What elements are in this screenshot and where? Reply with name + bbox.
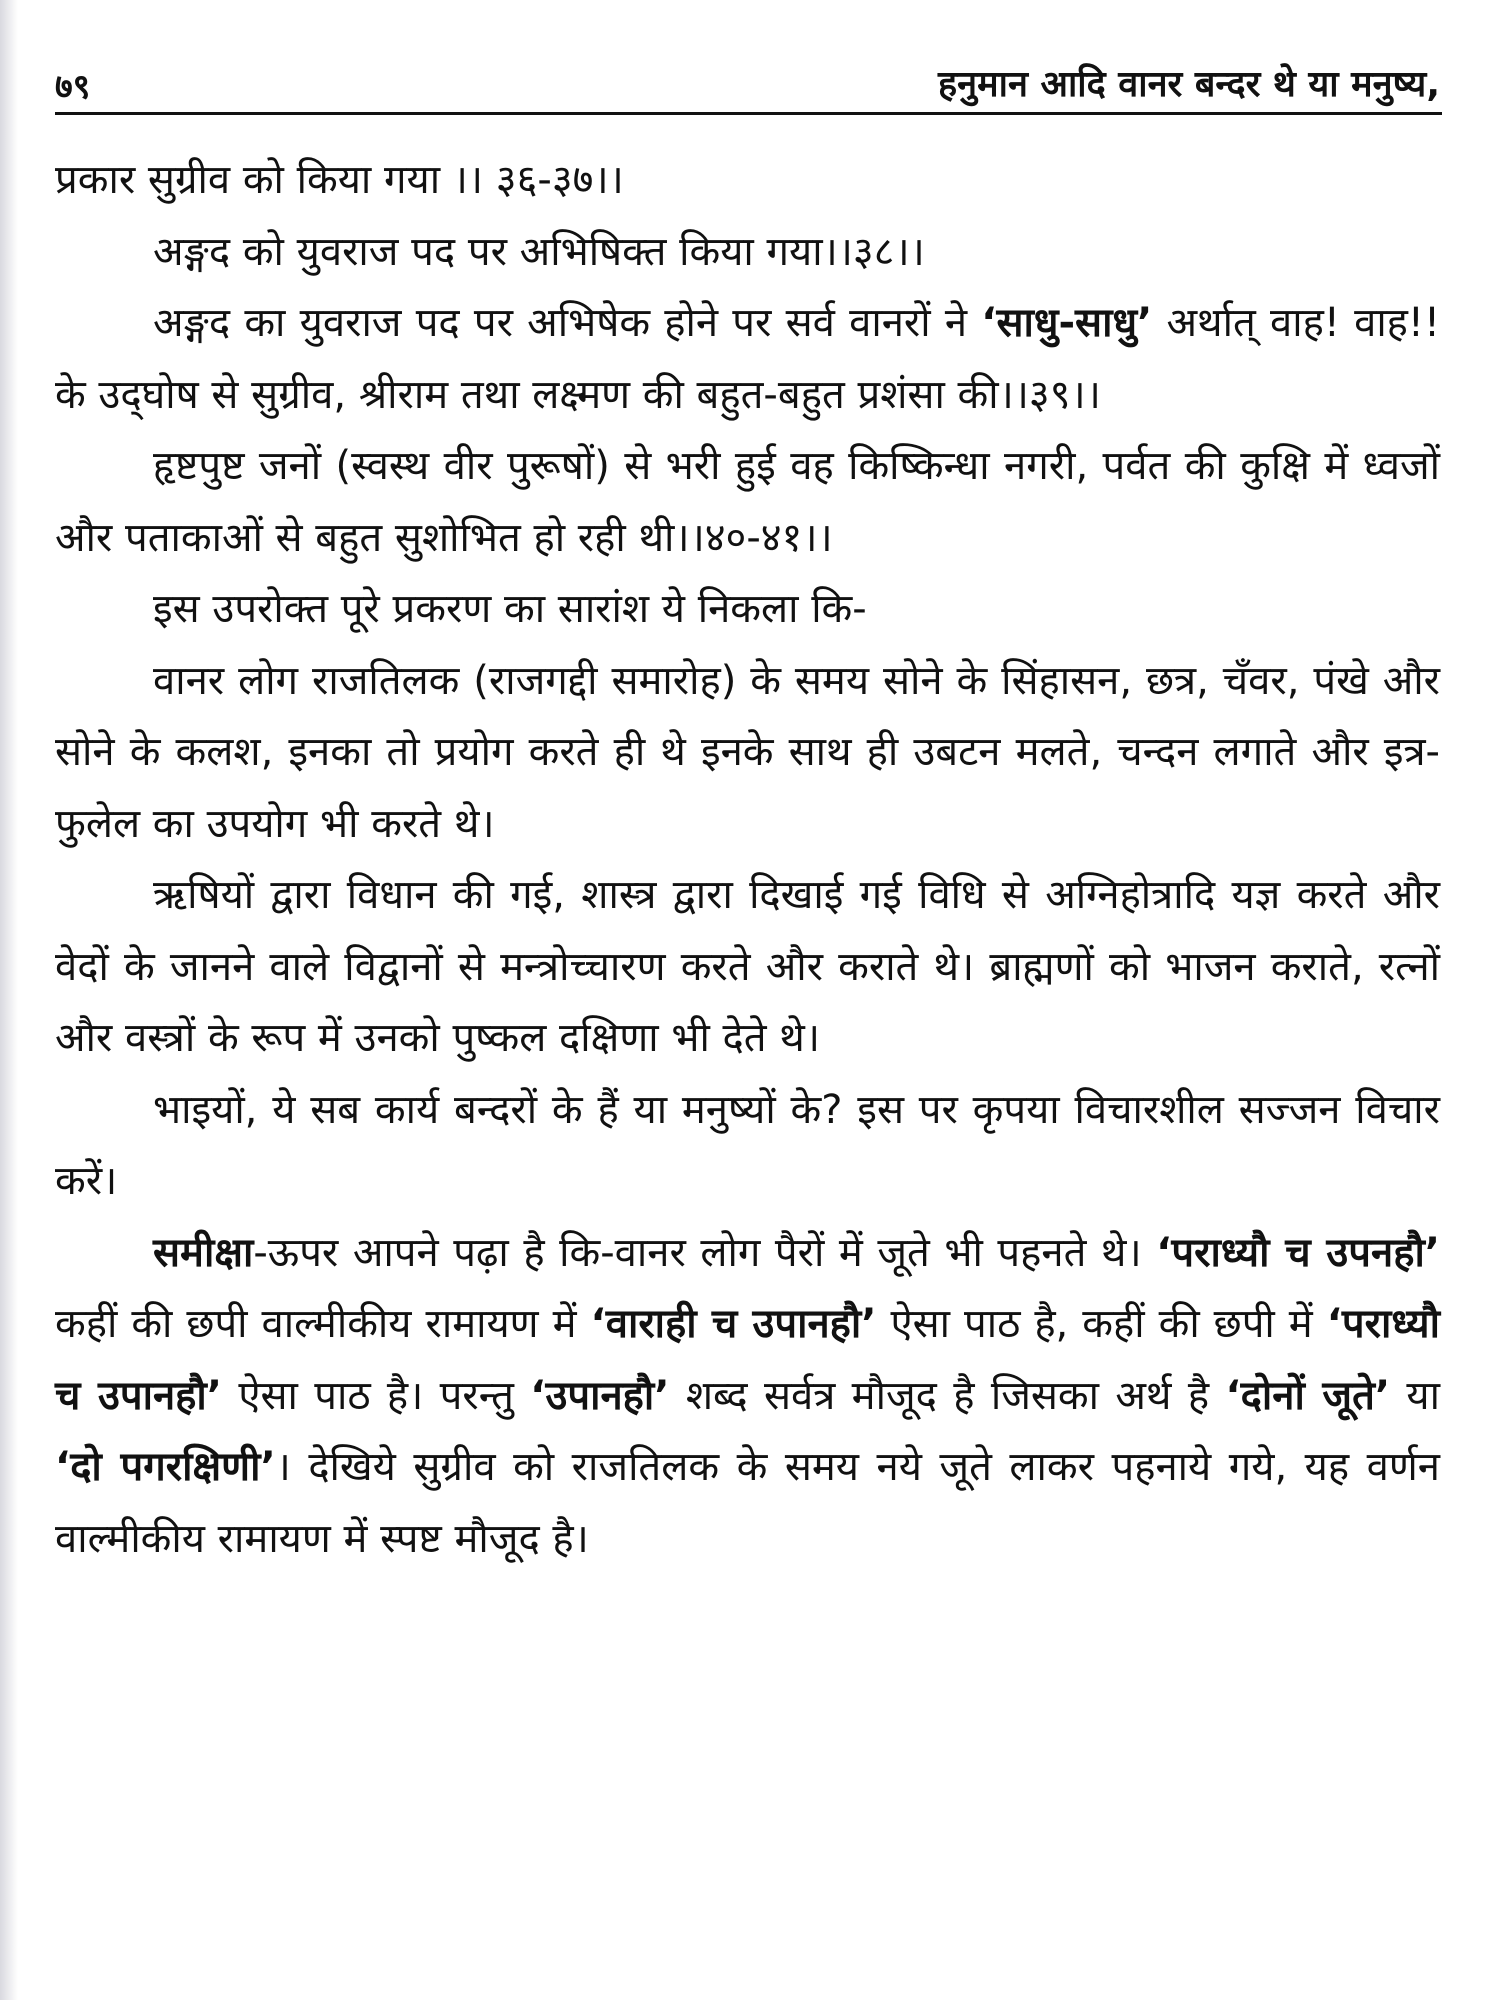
- text-run: इस उपरोक्त पूरे प्रकरण का सारांश ये निकला कि-: [153, 586, 867, 632]
- bold-term: समीक्षा: [153, 1229, 254, 1276]
- paragraph: [55, 860, 1440, 1075]
- text-run: वानर लोग राजतिलक (राजगद्दी समारोह) के समय सोने के सिंहासन, छत्र, चँवर, पंखे और सोने के कलश, इनका तो प्रयोग करते ही थे इनके साथ ही उबटन मलते, चन्दन लगाते और इत्र-फुलेल का उपयोग भी करते थे।: [55, 657, 1440, 847]
- text-run: ऐसा पाठ है। परन्तु: [221, 1372, 531, 1419]
- body-text: [55, 145, 1440, 1575]
- bold-term: ‘दो पगरक्षिणी’: [55, 1444, 276, 1490]
- paragraph: [55, 1075, 1440, 1218]
- header-rule: [55, 112, 1442, 115]
- page-header: [55, 58, 1440, 108]
- text-run: या: [1390, 1372, 1440, 1419]
- text-run: कहीं की छपी वाल्मीकीय रामायण में: [55, 1301, 591, 1347]
- text-run: प्रकार सुग्रीव को किया गया ।। ३६-३७।।: [55, 157, 624, 203]
- text-run: अङ्गद को युवराज पद पर अभिषिक्त किया गया।।३८।।: [153, 228, 925, 275]
- text-run: -ऊपर आपने पढ़ा है कि-वानर लोग पैरों में जूते भी पहनते थे।: [253, 1229, 1157, 1276]
- bold-term: ‘पराध्यौ च उपानहौ’: [55, 1301, 1440, 1419]
- bold-term: ‘उपानहौ’: [530, 1372, 670, 1419]
- bold-term: ‘वाराही च उपानहौ’: [590, 1301, 877, 1347]
- text-run: । देखिये सुग्रीव को राजतिलक के समय नये जूते लाकर पहनाये गये, यह वर्णन वाल्मीकीय रामायण में स्पष्ट मौजूद है।: [55, 1444, 1440, 1562]
- page-edge-shadow: [0, 0, 18, 2000]
- text-run: ऋषियों द्वारा विधान की गई, शास्त्र द्वारा दिखाई गई विधि से अग्निहोत्रादि यज्ञ करते और वेदों के जानने वाले विद्वानों से मन्त्रोच्चारण करते और कराते थे। ब्राह्मणों को भाजन कराते, रत्नों और वस्त्रों के रूप में उनको पुष्कल दक्षिणा भी देते थे।: [55, 872, 1440, 1061]
- text-run: ऐसा पाठ है, कहीं की छपी में: [876, 1301, 1327, 1347]
- text-run: शब्द सर्वत्र मौजूद है जिसका अर्थ है: [669, 1372, 1226, 1419]
- bold-term: ‘साधु-साधु’: [981, 300, 1153, 346]
- running-title: हनुमान आदि वानर बन्दर थे या मनुष्य,: [938, 64, 1440, 105]
- text-run: अर्थात् वाह! वाह!! के उद्‌घोष से सुग्रीव, श्रीराम तथा लक्ष्मण की बहुत-बहुत प्रशंसा की।।३९।।: [55, 300, 1440, 418]
- text-run: अङ्गद का युवराज पद पर अभिषेक होने पर सर्व वानरों ने: [153, 300, 982, 346]
- paragraph: [55, 1218, 1440, 1576]
- text-run: हृष्टपुष्ट जनों (स्वस्थ वीर पुरूषों) से भरी हुई वह किष्किन्धा नगरी, पर्वत की कुक्षि में ध्वजों और पताकाओं से बहुत सुशोभित हो रही थी।।४०-४१।।: [55, 443, 1440, 561]
- paragraph: [55, 646, 1440, 861]
- bold-term: ‘पराध्यौ च उपनहौ’: [1156, 1229, 1440, 1276]
- paragraph: [55, 431, 1440, 574]
- paragraph: [55, 574, 1440, 646]
- paragraph: [55, 145, 1440, 217]
- text-run: भाइयों, ये सब कार्य बन्दरों के हैं या मनुष्यों के? इस पर कृपया विचारशील सज्जन विचार करें।: [55, 1086, 1440, 1204]
- paragraph: [55, 288, 1440, 431]
- page-number: ७९: [55, 67, 91, 107]
- paragraph: [55, 217, 1440, 289]
- bold-term: ‘दोनों जूते’: [1225, 1372, 1391, 1419]
